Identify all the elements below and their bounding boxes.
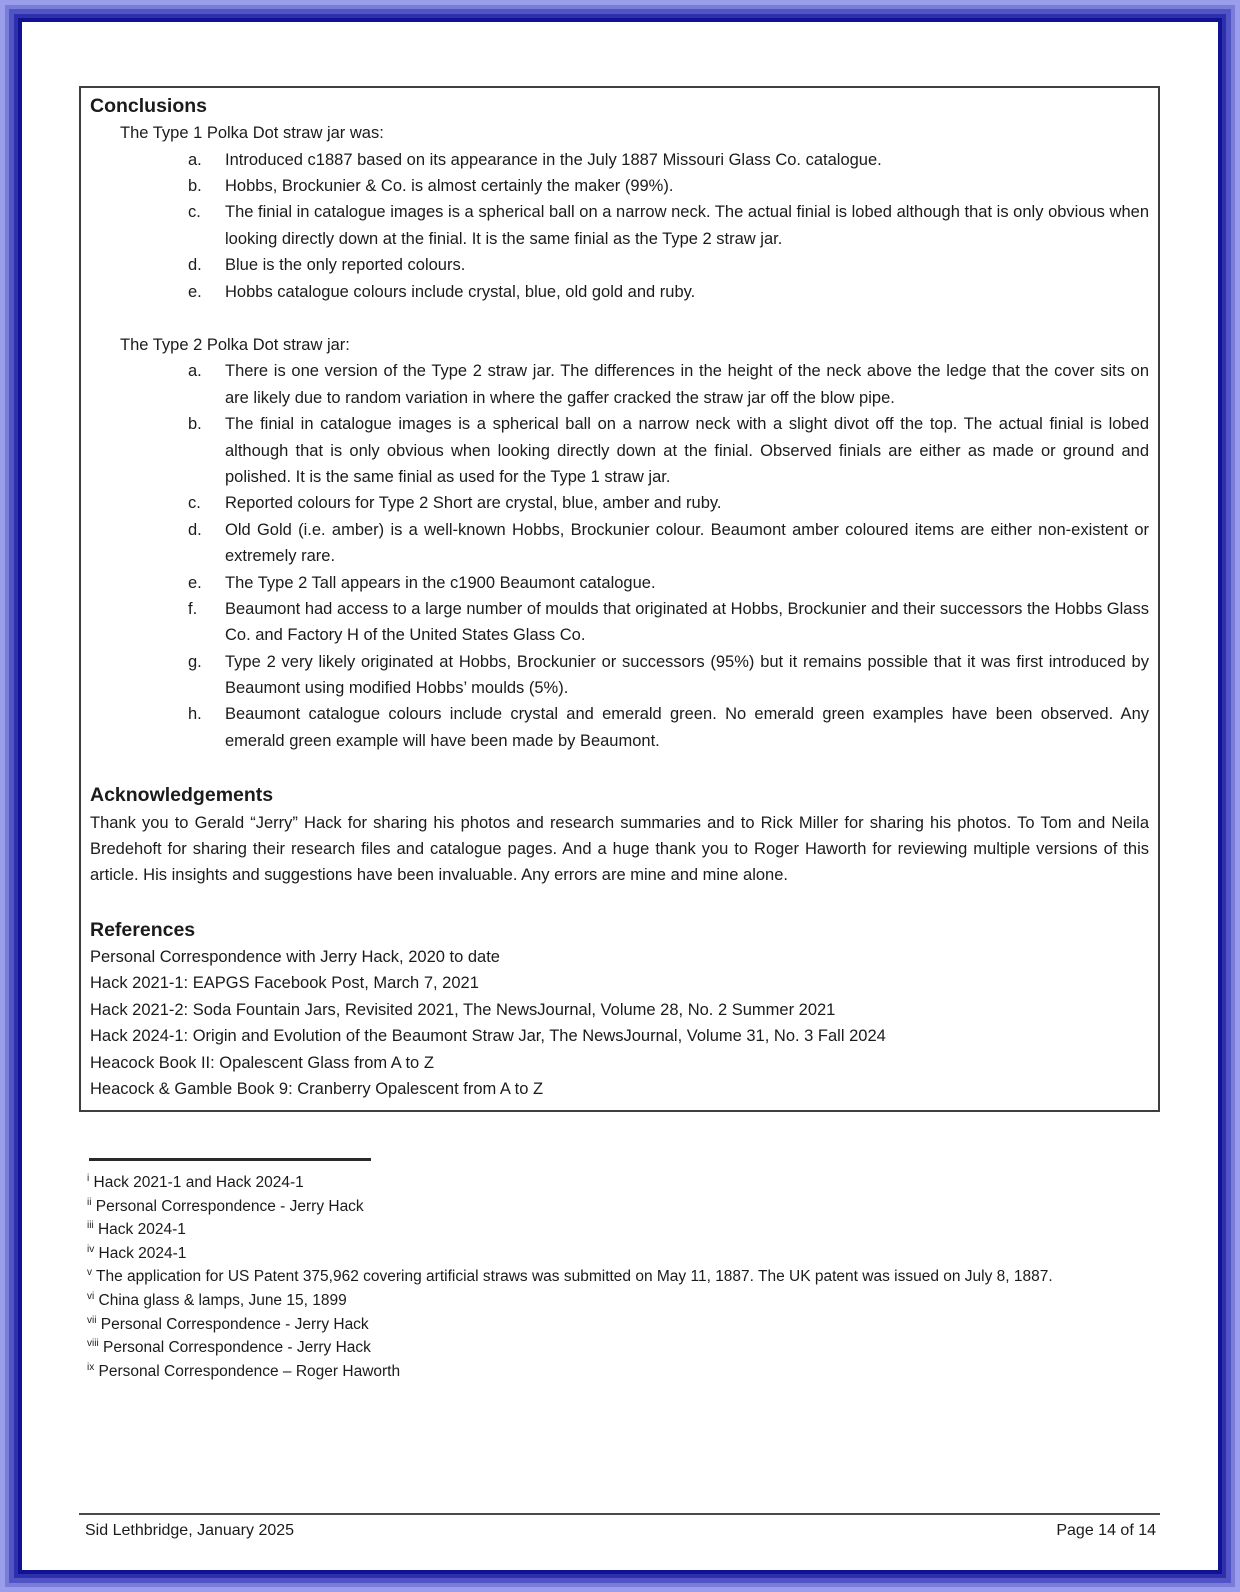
footnote-text: Hack 2021-1 and Hack 2024-1 — [93, 1174, 304, 1192]
footnote-marker: iii — [87, 1220, 94, 1232]
list-text: Blue is the only reported colours. — [225, 256, 466, 275]
document-page — [22, 22, 1218, 1570]
footnote-marker: ix — [87, 1361, 95, 1373]
footnote-item — [87, 1265, 1160, 1289]
reference-item: Heacock & Gamble Book 9: Cranberry Opalescent from A to Z — [90, 1079, 544, 1098]
list-item — [188, 649, 1149, 702]
footnote-marker: vi — [87, 1290, 95, 1302]
footnote-text: Personal Correspondence - Jerry Hack — [95, 1197, 364, 1215]
footnote-item — [87, 1336, 1160, 1360]
list-marker: c. — [188, 494, 201, 513]
list-item — [188, 517, 1149, 570]
footnote-marker: v — [87, 1267, 92, 1279]
footnote-item — [87, 1242, 1160, 1266]
acknowledgements-heading: Acknowledgements — [90, 784, 274, 807]
footnote-text: Hack 2024-1 — [98, 1244, 187, 1262]
list-text: Old Gold (i.e. amber) is a well-known Hobbs, Brockunier colour. Beaumont amber coloured items are either non-existent or extremely rare. — [225, 520, 1149, 566]
page-frame-ring-4 — [14, 14, 1226, 1578]
footnote-marker: ii — [87, 1196, 92, 1208]
footnote-text: Personal Correspondence – Roger Haworth — [98, 1362, 401, 1380]
list-item — [188, 411, 1149, 490]
conclusions-heading: Conclusions — [90, 95, 208, 117]
reference-item: Hack 2021-1: EAPGS Facebook Post, March 7, 2021 — [90, 974, 479, 993]
type1-intro: The Type 1 Polka Dot straw jar was: — [120, 124, 384, 143]
conclusions-content-box — [79, 86, 1160, 1112]
reference-item: Personal Correspondence with Jerry Hack, 2020 to date — [90, 947, 500, 966]
list-item — [188, 490, 1149, 516]
type2-intro: The Type 2 Polka Dot straw jar: — [120, 336, 350, 354]
list-item — [188, 570, 1149, 596]
footer-page-number: Page 14 of 14 — [1056, 1522, 1156, 1540]
list-text: The Type 2 Tall appears in the c1900 Beaumont catalogue. — [225, 573, 656, 592]
list-text: Beaumont catalogue colours include crystal and emerald green. No emerald green examples have been observed. Any emerald green example will have been made by Beaumont. — [225, 705, 1149, 750]
page-frame-ring-3 — [9, 9, 1231, 1583]
list-text: Beaumont had access to a large number of moulds that originated at Hobbs, Brockunier and their successors the Hobbs Glass Co. and Factory H of the United States Glass Co. — [225, 599, 1149, 645]
list-text: Reported colours for Type 2 Short are crystal, blue, amber and ruby. — [225, 494, 722, 513]
list-marker: e. — [188, 573, 202, 592]
list-item — [188, 596, 1149, 649]
footnote-item — [87, 1360, 1160, 1384]
footnote-text: China glass & lamps, June 15, 1899 — [98, 1292, 347, 1310]
footer-row — [79, 1515, 1160, 1544]
acknowledgements-body: Thank you to Gerald “Jerry” Hack for sharing his photos and research summaries and to Rick Miller for sharing his photos. To Tom and Neila Bredehoft for sharing their research files and catalogue pages. And a huge thank you to Roger Haworth for reviewing multiple versions of this article. His insights and suggestions have been invaluable. Any errors are mine and mine alone. — [90, 813, 1149, 885]
reference-item: Heacock Book II: Opalescent Glass from A to Z — [90, 1053, 434, 1072]
list-item — [188, 147, 1149, 173]
list-item — [188, 252, 1149, 278]
list-item — [188, 358, 1149, 411]
list-marker: d. — [188, 520, 202, 539]
footnotes-section — [79, 1158, 1160, 1383]
list-marker: b. — [188, 415, 202, 434]
footnote-separator — [89, 1158, 371, 1161]
references-heading: References — [90, 918, 196, 941]
list-marker: a. — [188, 150, 202, 169]
footnote-marker: i — [87, 1173, 90, 1185]
list-text: Hobbs catalogue colours include crystal, blue, old gold and ruby. — [225, 282, 696, 301]
reference-item: Hack 2024-1: Origin and Evolution of the Beaumont Straw Jar, The NewsJournal, Volume 31, No. 3 Fall 2024 — [90, 1027, 886, 1046]
list-text: The finial in catalogue images is a spherical ball on a narrow neck with a slight divot off the top. The actual finial is lobed although that is only obvious when looking directly down at the finial. Observed finials are either as made or ground and polished. It is the same finial as used for the Type 1 straw jar. — [225, 415, 1149, 486]
footnote-marker: vii — [87, 1314, 97, 1326]
list-marker: c. — [188, 203, 201, 222]
list-marker: g. — [188, 652, 202, 671]
list-text: Type 2 very likely originated at Hobbs, Brockunier or successors (95%) but it remains possible that it was first introduced by Beaumont using modified Hobbs’ moulds (5%). — [225, 652, 1149, 698]
list-marker: b. — [188, 177, 202, 196]
footnote-text: Personal Correspondence - Jerry Hack — [102, 1339, 371, 1357]
footnote-marker: iv — [87, 1243, 95, 1255]
footnote-text: Hack 2024-1 — [97, 1221, 186, 1239]
list-item — [188, 199, 1149, 252]
list-item — [188, 701, 1149, 754]
page-frame-inner — [18, 18, 1222, 1574]
list-marker: a. — [188, 362, 202, 381]
list-item — [188, 279, 1149, 305]
list-marker: h. — [188, 705, 202, 724]
footnote-item — [87, 1289, 1160, 1313]
page-frame-ring-2 — [5, 5, 1235, 1587]
footnote-text: The application for US Patent 375,962 covering artificial straws was submitted on May 11, 1887. The UK patent was issued on July 8, 1887. — [96, 1268, 1053, 1286]
list-text: There is one version of the Type 2 straw jar. The differences in the height of the neck above the ledge that the cover sits on are likely due to random variation in where the gaffer cracked the straw jar off the blow pipe. — [225, 362, 1149, 407]
page-footer — [79, 1513, 1160, 1544]
footnote-item — [87, 1195, 1160, 1219]
list-marker: e. — [188, 282, 202, 301]
list-text: Hobbs, Brockunier & Co. is almost certainly the maker (99%). — [225, 177, 674, 196]
footnote-item — [87, 1218, 1160, 1242]
footnote-item — [87, 1171, 1160, 1195]
list-text: The finial in catalogue images is a spherical ball on a narrow neck. The actual finial is lobed although that is only obvious when looking directly down at the finial. It is the same finial as the Type 2 straw jar. — [225, 203, 1149, 248]
footnote-marker: viii — [87, 1337, 99, 1349]
list-text: Introduced c1887 based on its appearance in the July 1887 Missouri Glass Co. catalogue. — [225, 150, 882, 169]
footnote-item — [87, 1313, 1160, 1337]
list-marker: d. — [188, 256, 202, 275]
list-marker: f. — [188, 599, 198, 618]
reference-item: Hack 2021-2: Soda Fountain Jars, Revisited 2021, The NewsJournal, Volume 28, No. 2 Summer 2021 — [90, 1000, 836, 1019]
footnote-text: Personal Correspondence - Jerry Hack — [100, 1315, 369, 1333]
footer-author: Sid Lethbridge, January 2025 — [85, 1522, 295, 1540]
list-item — [188, 173, 1149, 199]
